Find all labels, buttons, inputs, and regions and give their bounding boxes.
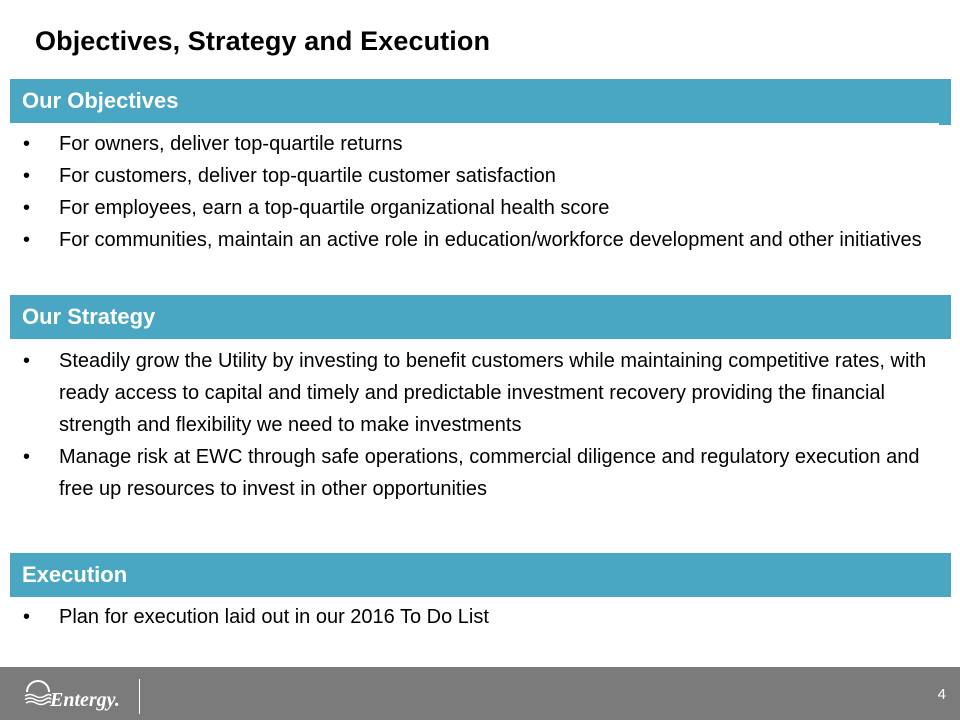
strategy-list bbox=[20, 345, 940, 505]
bullet-icon: • bbox=[23, 165, 31, 187]
list-item bbox=[20, 345, 940, 441]
logo-text: Entergy. bbox=[50, 689, 120, 711]
list-item bbox=[20, 224, 940, 256]
execution-list bbox=[20, 601, 940, 633]
objective-text: For communities, maintain an active role in education/workforce development and other initiatives bbox=[59, 229, 922, 251]
list-item bbox=[20, 441, 940, 505]
section-header-strategy: Our Strategy bbox=[10, 295, 951, 339]
bullet-icon: • bbox=[23, 606, 31, 628]
objective-text: For customers, deliver top-quartile customer satisfaction bbox=[59, 165, 556, 187]
bullet-icon: • bbox=[23, 229, 31, 251]
slide-title: Objectives, Strategy and Execution bbox=[35, 26, 491, 56]
bullet-icon: • bbox=[23, 446, 31, 468]
page-number: 4 bbox=[937, 686, 946, 703]
footer-bar bbox=[0, 667, 960, 720]
execution-text: Plan for execution laid out in our 2016 To Do List bbox=[59, 606, 489, 628]
strategy-text: Steadily grow the Utility by investing to benefit customers while maintaining competitive rates, with ready access to capital and timely and predictable investment recovery providing the financial strength and flexibility we need to make investments bbox=[59, 350, 927, 436]
footer-divider bbox=[139, 679, 140, 714]
section-header-execution: Execution bbox=[10, 553, 951, 597]
strategy-text: Manage risk at EWC through safe operations, commercial diligence and regulatory execution and free up resources to invest in other opportunities bbox=[59, 446, 920, 500]
company-logo bbox=[22, 680, 132, 712]
list-item bbox=[20, 192, 940, 224]
bullet-icon: • bbox=[23, 350, 31, 372]
section-header-objectives: Our Objectives bbox=[10, 79, 951, 123]
list-item bbox=[20, 160, 940, 192]
bullet-icon: • bbox=[23, 133, 31, 155]
objective-text: For owners, deliver top-quartile returns bbox=[59, 133, 403, 155]
objective-text: For employees, earn a top-quartile organizational health score bbox=[59, 197, 610, 219]
list-item bbox=[20, 601, 940, 633]
bullet-icon: • bbox=[23, 197, 31, 219]
objectives-list bbox=[20, 128, 940, 256]
list-item bbox=[20, 128, 940, 160]
